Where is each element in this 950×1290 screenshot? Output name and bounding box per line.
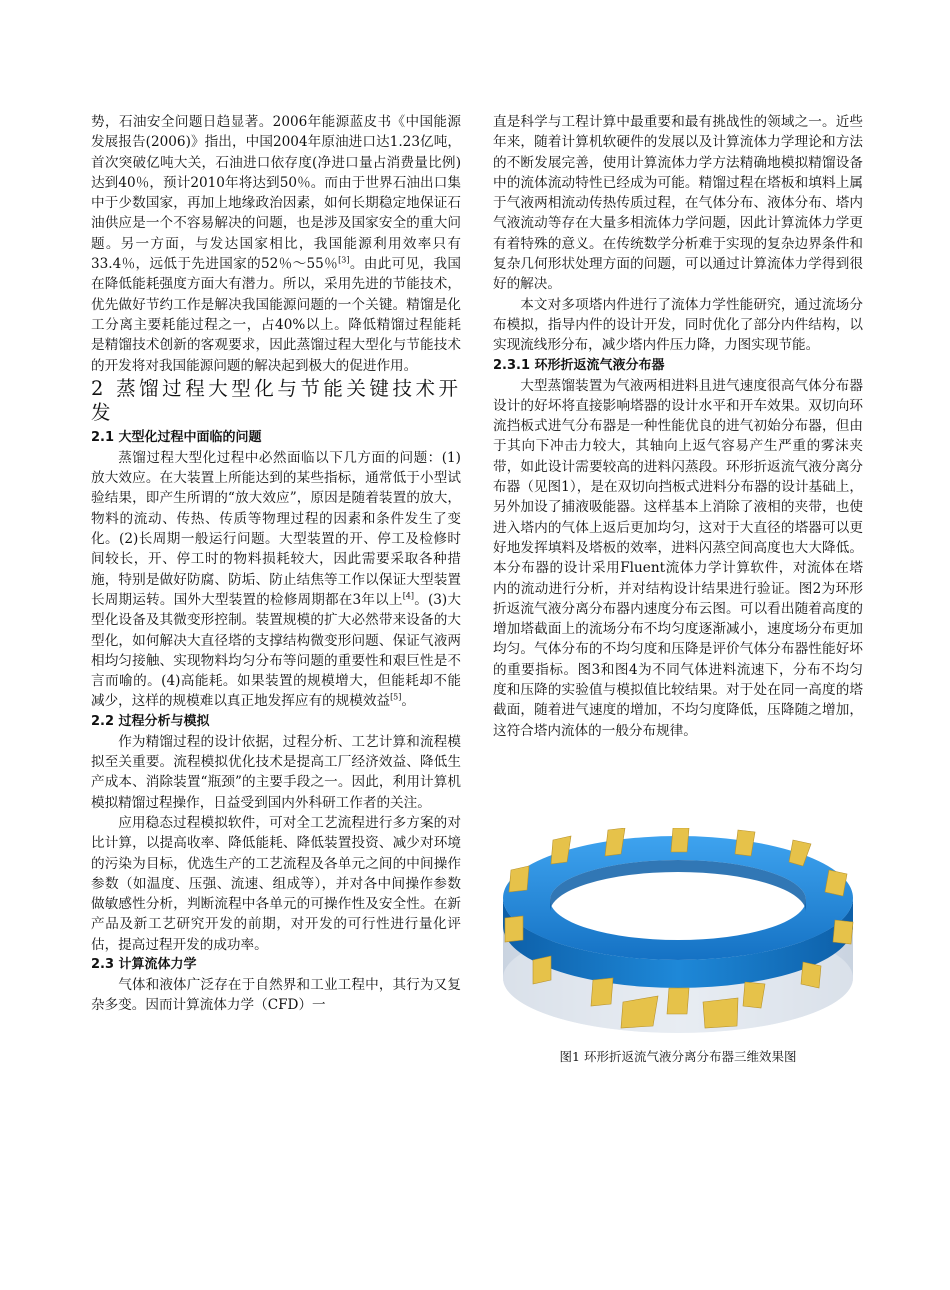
paragraph-distributor: 大型蒸馏装置为气液两相进料且进气速度很高气体分布器设计的好坏将直接影响塔器的设计水平和开车效果。双切向环流挡板式进气分布器是一种性能优良的进气初始分布器，但由于其向下冲击力较大，其轴向上返气容易产生严重的雾沫夹带，如此设计需要较高的进料闪蒸段。环形折返流气液分离分布器（见图1），是在双切向挡板式进料分布器的设计基础上，另外加设了捕液吸能器。这样基本上消除了液相的夹带，也使进入塔内的气体上返后更加均匀，这对于大直径的塔器可以更好地发挥填料及塔板的效率，进料闪蒸空间高度也大大降低。本分布器的设计采用Fluent流体力学计算软件，对流体在塔内的流动进行分析，并对结构设计结果进行验证。图2为环形折返流气液分离分布器内速度分布云图。可以看出随着高度的增加塔截面上的流场分布不均匀度逐渐减小，速度场分布更加均匀。气体分布的不均匀度和压降是评价气体分布器性能好坏的重要指标。图3和图4为不同气体进料流速下，分布不均匀度和压降的实验值与模拟值比较结果。对于处在同一高度的塔截面，随着进气速度的增加，不均匀度降低，压降随之增加，这符合塔内流体的一般分布规律。 <box>493 377 863 739</box>
subsection-2-3-heading: 2.3 计算流体力学 <box>91 956 197 972</box>
paragraph-2-2b: 应用稳态过程模拟软件，可对全工艺流程进行多方案的对比计算，以提高收率、降低能耗、降低装置投资、减少对环境的污染为目标，优选生产的工艺流程及各单元之间的中间操作参数（如温度、压强、流速、组成等），并对各中间操作参数做敏感性分析，判断流程中各单元的可操作性及安全性。在新产品及新工艺研究开发的前期，对开发的可行性进行量化评估，提高过程开发的成功率。 <box>91 814 461 953</box>
paragraph-study: 本文对多项塔内件进行了流体力学性能研究，通过流场分布模拟，指导内件的设计开发，同时优化了部分内件结构，以实现流线形分布，减少塔内件压力降，力图实现节能。 <box>493 296 863 354</box>
subsection-2-1-heading: 2.1 大型化过程中面临的问题 <box>91 429 262 445</box>
paragraph-2-2a: 作为精馏过程的设计依据，过程分析、工艺计算和流程模拟至关重要。流程模拟优化技术是提高工厂经济效益、降低生产成本、消除装置“瓶颈”的主要手段之一。因此，利用计算机模拟精馏过程操作，日益受到国内外科研工作者的关注。 <box>91 733 461 811</box>
citation: [3] <box>338 255 350 265</box>
ring-distributor-illustration <box>493 828 863 1038</box>
subsection-2-2-heading: 2.2 过程分析与模拟 <box>91 713 210 729</box>
citation: [4] <box>402 591 415 601</box>
left-column <box>91 112 461 1016</box>
figure-caption: 图1 环形折返流气液分离分布器三维效果图 <box>559 1049 797 1064</box>
citation: [5] <box>390 692 402 702</box>
subsection-2-3-1-heading: 2.3.1 环形折返流气液分布器 <box>493 357 665 373</box>
paragraph-cfd: 直是科学与工程计算中最重要和最有挑战性的领域之一。近些年来，随着计算机软硬件的发展以及计算流体力学理论和方法的不断发展完善，使用计算流体力学方法精确地模拟精馏设备中的流体流动特性已经成为可能。精馏过程在塔板和填料上属于气液两相流动传热传质过程，在气体分布、液体分布、塔内气液流动等存在大量多相流体力学问题，因此计算流体力学更有着特殊的意义。在传统数学分析难于实现的复杂边界条件和复杂几何形状处理方面的问题，可以通过计算流体力学得到很好的解决。 <box>493 114 863 293</box>
paragraph-2-3: 气体和液体广泛存在于自然界和工业工程中，其行为又复杂多变。因而计算流体力学（CFD）一 <box>91 976 461 1014</box>
section-2-heading: 2 蒸馏过程大型化与节能关键技术开发 <box>91 376 461 424</box>
intro-paragraph: 势，石油安全问题日趋显著。2006年能源蓝皮书《中国能源发展报告(2006)》指出，中国2004年原油进口达1.23亿吨，首次突破亿吨大关，石油进口依存度(净进口量占消费量比例)达到40％，预计2010年将达到50％。而由于世界石油出口集中于少数国家，再加上地缘政治因素，如何长期稳定地保证石油供应是一个不容易解决的问题，也是涉及国家安全的重大问题。另一方面，与发达国家相比，我国能源利用效率只有33.4％，远低于先进国家的52％～55％[3]。由此可见，我国在降低能耗强度方面大有潜力。所以，采用先进的节能技术，优先做好节约工作是解决我国能源问题的一个关键。精馏是化工分离主要耗能过程之一，占40%以上。降低精馏过程能耗是精馏技术创新的客观要求，因此蒸馏过程大型化与节能技术的开发将对我国能源问题的解决起到极大的促进作用。 <box>91 114 461 374</box>
right-column <box>493 112 863 741</box>
paragraph-2-1: 蒸馏过程大型化过程中必然面临以下几方面的问题：(1)放大效应。在大装置上所能达到的某些指标，通常低于小型试验结果，即产生所谓的“放大效应”，原因是随着装置的放大，物料的流动、传热、传质等物理过程的因素和条件发生了变化。(2)长周期一般运行问题。大型装置的开、停工及检修时间较长，开、停工时的物料损耗较大，因此需要采取各种措施，特别是做好防腐、防垢、防止结焦等工作以保证大型装置长周期运转。国外大型装置的检修周期都在3年以上[4]。(3)大型化设备及其微变形控制。装置规模的扩大必然带来设备的大型化，如何解决大直径塔的支撑结构微变形问题、保证气液两相均匀接触、实现物料均匀分布等问题的重要性和艰巨性是不言而喻的。(4)高能耗。如果装置的规模增大，但能耗却不能减少，这样的规模难以真正地发挥应有的规模效益[5]。 <box>91 449 461 710</box>
figure-1 <box>493 828 863 1066</box>
